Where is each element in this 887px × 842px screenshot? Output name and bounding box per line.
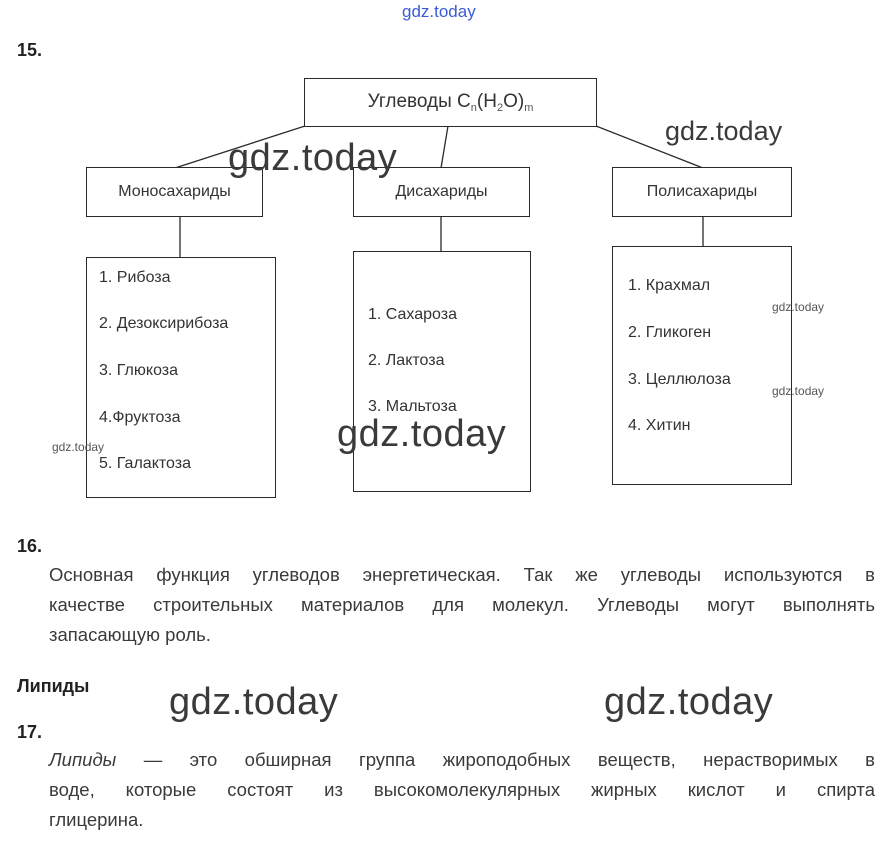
paragraph-line: глицерина. — [49, 809, 144, 830]
list-item: 4. Хитин — [628, 417, 691, 434]
term-lipids: Липиды — [49, 749, 117, 770]
list-box-polysaccharides — [612, 246, 792, 485]
paragraph-line: воде, которые состоят из высокомолекулярных жирных кислот и спирта — [49, 779, 875, 800]
watermark-small-3: gdz.today — [52, 440, 105, 454]
connector-root-di — [441, 126, 448, 168]
watermark-top: gdz.today — [402, 2, 476, 21]
watermark-diagram-3: gdz.today — [337, 413, 507, 455]
answer-17-paragraph — [49, 745, 875, 835]
watermark-diagram-2: gdz.today — [665, 116, 783, 146]
list-item: 2. Лактоза — [368, 352, 445, 369]
section-heading-lipids: Липиды — [17, 676, 90, 696]
question-number-16: 16. — [17, 536, 43, 556]
list-item: 1. Сахароза — [368, 306, 457, 323]
list-item: 2. Дезоксирибоза — [99, 315, 229, 332]
paragraph-line: Основная функция углеводов энергетическая. Так же углеводы используются в — [49, 564, 875, 585]
list-item: 3. Мальтоза — [368, 398, 457, 415]
list-item: 1. Рибоза — [99, 269, 171, 286]
question-number-17: 17. — [17, 722, 43, 742]
question-number-15: 15. — [17, 40, 43, 60]
root-label: Углеводы $C_n(H_2O)_m$ — [367, 91, 534, 114]
list-item: 2. Гликоген — [628, 324, 712, 341]
category-label: Полисахариды — [646, 183, 758, 200]
list-item: 5. Галактоза — [99, 455, 191, 472]
watermark-bottom-2: gdz.today — [604, 681, 774, 723]
category-box-polysaccharides — [612, 167, 792, 217]
paragraph-line: Липиды — это обширная группа жироподобных веществ, нерастворимых в — [49, 749, 876, 770]
root-box-carbohydrates — [304, 78, 597, 127]
watermark-small-2: gdz.today — [772, 384, 825, 398]
category-label: Дисахариды — [395, 183, 488, 200]
list-item: 1. Крахмал — [628, 277, 711, 294]
watermark-bottom-1: gdz.today — [169, 681, 339, 723]
watermark-small-1: gdz.today — [772, 300, 825, 314]
category-label: Моносахариды — [118, 183, 231, 200]
list-item: 3. Целлюлоза — [628, 371, 731, 388]
paragraph-line: запасающую роль. — [49, 624, 211, 645]
paragraph-line: качестве строительных материалов для молекул. Углеводы могут выполнять — [49, 594, 875, 615]
list-item: 4.Фруктоза — [99, 409, 181, 426]
list-box-monosaccharides — [86, 257, 276, 498]
answer-16-paragraph — [49, 560, 875, 650]
watermark-diagram-1: gdz.today — [228, 137, 398, 179]
list-item: 3. Глюкоза — [99, 362, 179, 379]
